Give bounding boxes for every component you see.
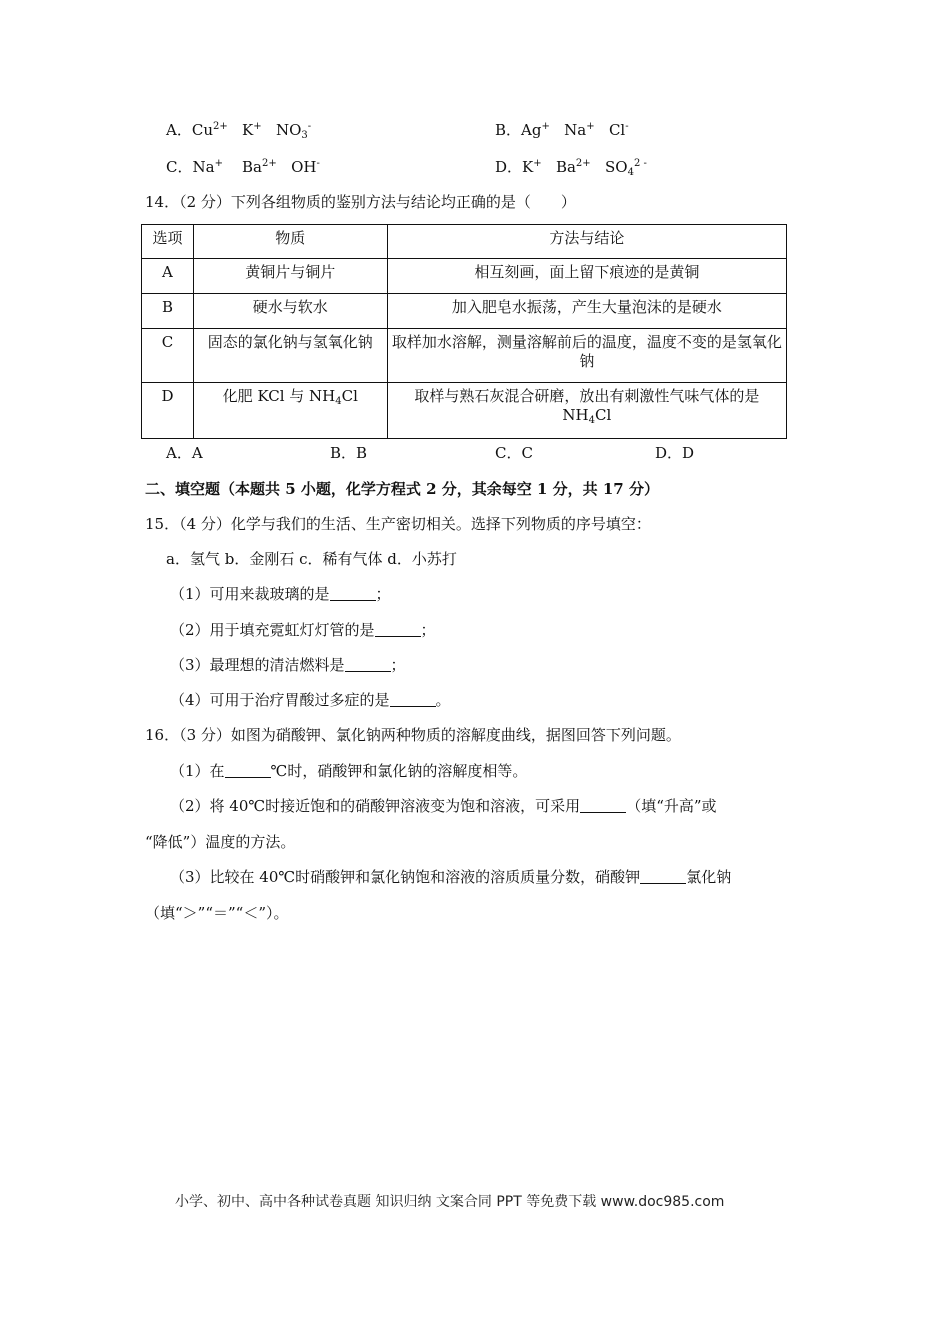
row-substance: 硬水与软水 [193,294,387,329]
q13-option-c: C．Na+ $Ba^{2+}$ OH- [166,158,320,176]
row-method: 加入肥皂水振荡，产生大量泡沫的是硬水 [387,294,786,329]
q16-part-2: （2）将 40℃时接近饱和的硝酸钾溶液变为饱和溶液，可采用 （填“升高”或 [170,797,717,815]
row-substance: 黄铜片与铜片 [193,259,387,294]
q14-answer-c: C．C [495,444,533,462]
q14-answer-d: D．D [655,444,695,462]
q16-part-2-cont: “降低”）温度的方法。 [145,833,296,851]
row-option: D [142,383,194,439]
q15-item-1: （1）可用来裁玻璃的是 ； [170,585,391,603]
q13-option-a: A．$Cu^{2+}$ K+ $NO_3^-$ [166,121,312,141]
header-method: 方法与结论 [387,225,786,259]
row-option: B [142,294,194,329]
q16-stem: 16．（3 分）如图为硝酸钾、氯化钠两种物质的溶解度曲线，据图回答下列问题。 [145,726,681,744]
answer-blank[interactable] [580,797,626,813]
q13-option-d: D．K+ $Ba^{2+}$ $SO_4^{2 -}$ [495,158,647,178]
q14-table [141,224,787,439]
answer-blank[interactable] [390,691,436,707]
row-substance: 化肥 KCl 与 $NH_4Cl$ [193,383,387,439]
row-option: C [142,329,194,383]
table-header-row [142,225,787,259]
header-substance: 物质 [193,225,387,259]
q15-choices: a．氢气 b．金刚石 c．稀有气体 d．小苏打 [166,550,457,568]
q15-item-3: （3）最理想的清洁燃料是 ； [170,656,406,674]
q14-answer-b: B．B [330,444,368,462]
header-option: 选项 [142,225,194,259]
table-row [142,329,787,383]
answer-blank[interactable] [640,868,686,884]
row-substance: 固态的氯化钠与氢氧化钠 [193,329,387,383]
row-method: 取样与熟石灰混合研磨，放出有刺激性气味气体的是 $NH_4Cl$ [387,383,786,439]
q15-item-2: （2）用于填充霓虹灯灯管的是 ； [170,621,436,639]
q15-item-4: （4）可用于治疗胃酸过多症的是 。 [170,691,451,709]
answer-blank[interactable] [375,621,421,637]
q13-option-b: B．Ag+ Na+ Cl- [495,121,629,139]
page-footer: 小学、初中、高中各种试卷真题 知识归纳 文案合同 PPT 等免费下载 www.doc985.com [175,1194,725,1210]
answer-blank[interactable] [225,762,271,778]
q16-part-3-cont: （填“＞”“＝”“＜”）。 [145,904,289,922]
row-option: A [142,259,194,294]
section2-title: 二、填空题（本题共 5 小题，化学方程式 2 分，其余每空 1 分，共 17 分） [145,480,659,498]
q14-stem: 14．（2 分）下列各组物质的鉴别方法与结论均正确的是（ ） [145,193,576,211]
q16-part-3: （3）比较在 40℃时硝酸钾和氯化钠饱和溶液的溶质质量分数，硝酸钾 氯化钠 [170,868,732,886]
answer-blank[interactable] [345,656,391,672]
q16-part-1: （1）在 ℃时，硝酸钾和氯化钠的溶解度相等。 [170,762,528,780]
table-row [142,383,787,439]
row-method: 取样加水溶解，测量溶解前后的温度，温度不变的是氢氧化钠 [387,329,786,383]
q14-answer-a: A．A [166,444,203,462]
row-method: 相互刻画，面上留下痕迹的是黄铜 [387,259,786,294]
table-row [142,294,787,329]
q15-stem: 15．（4 分）化学与我们的生活、生产密切相关。选择下列物质的序号填空： [145,515,651,533]
table-row [142,259,787,294]
answer-blank[interactable] [330,585,376,601]
